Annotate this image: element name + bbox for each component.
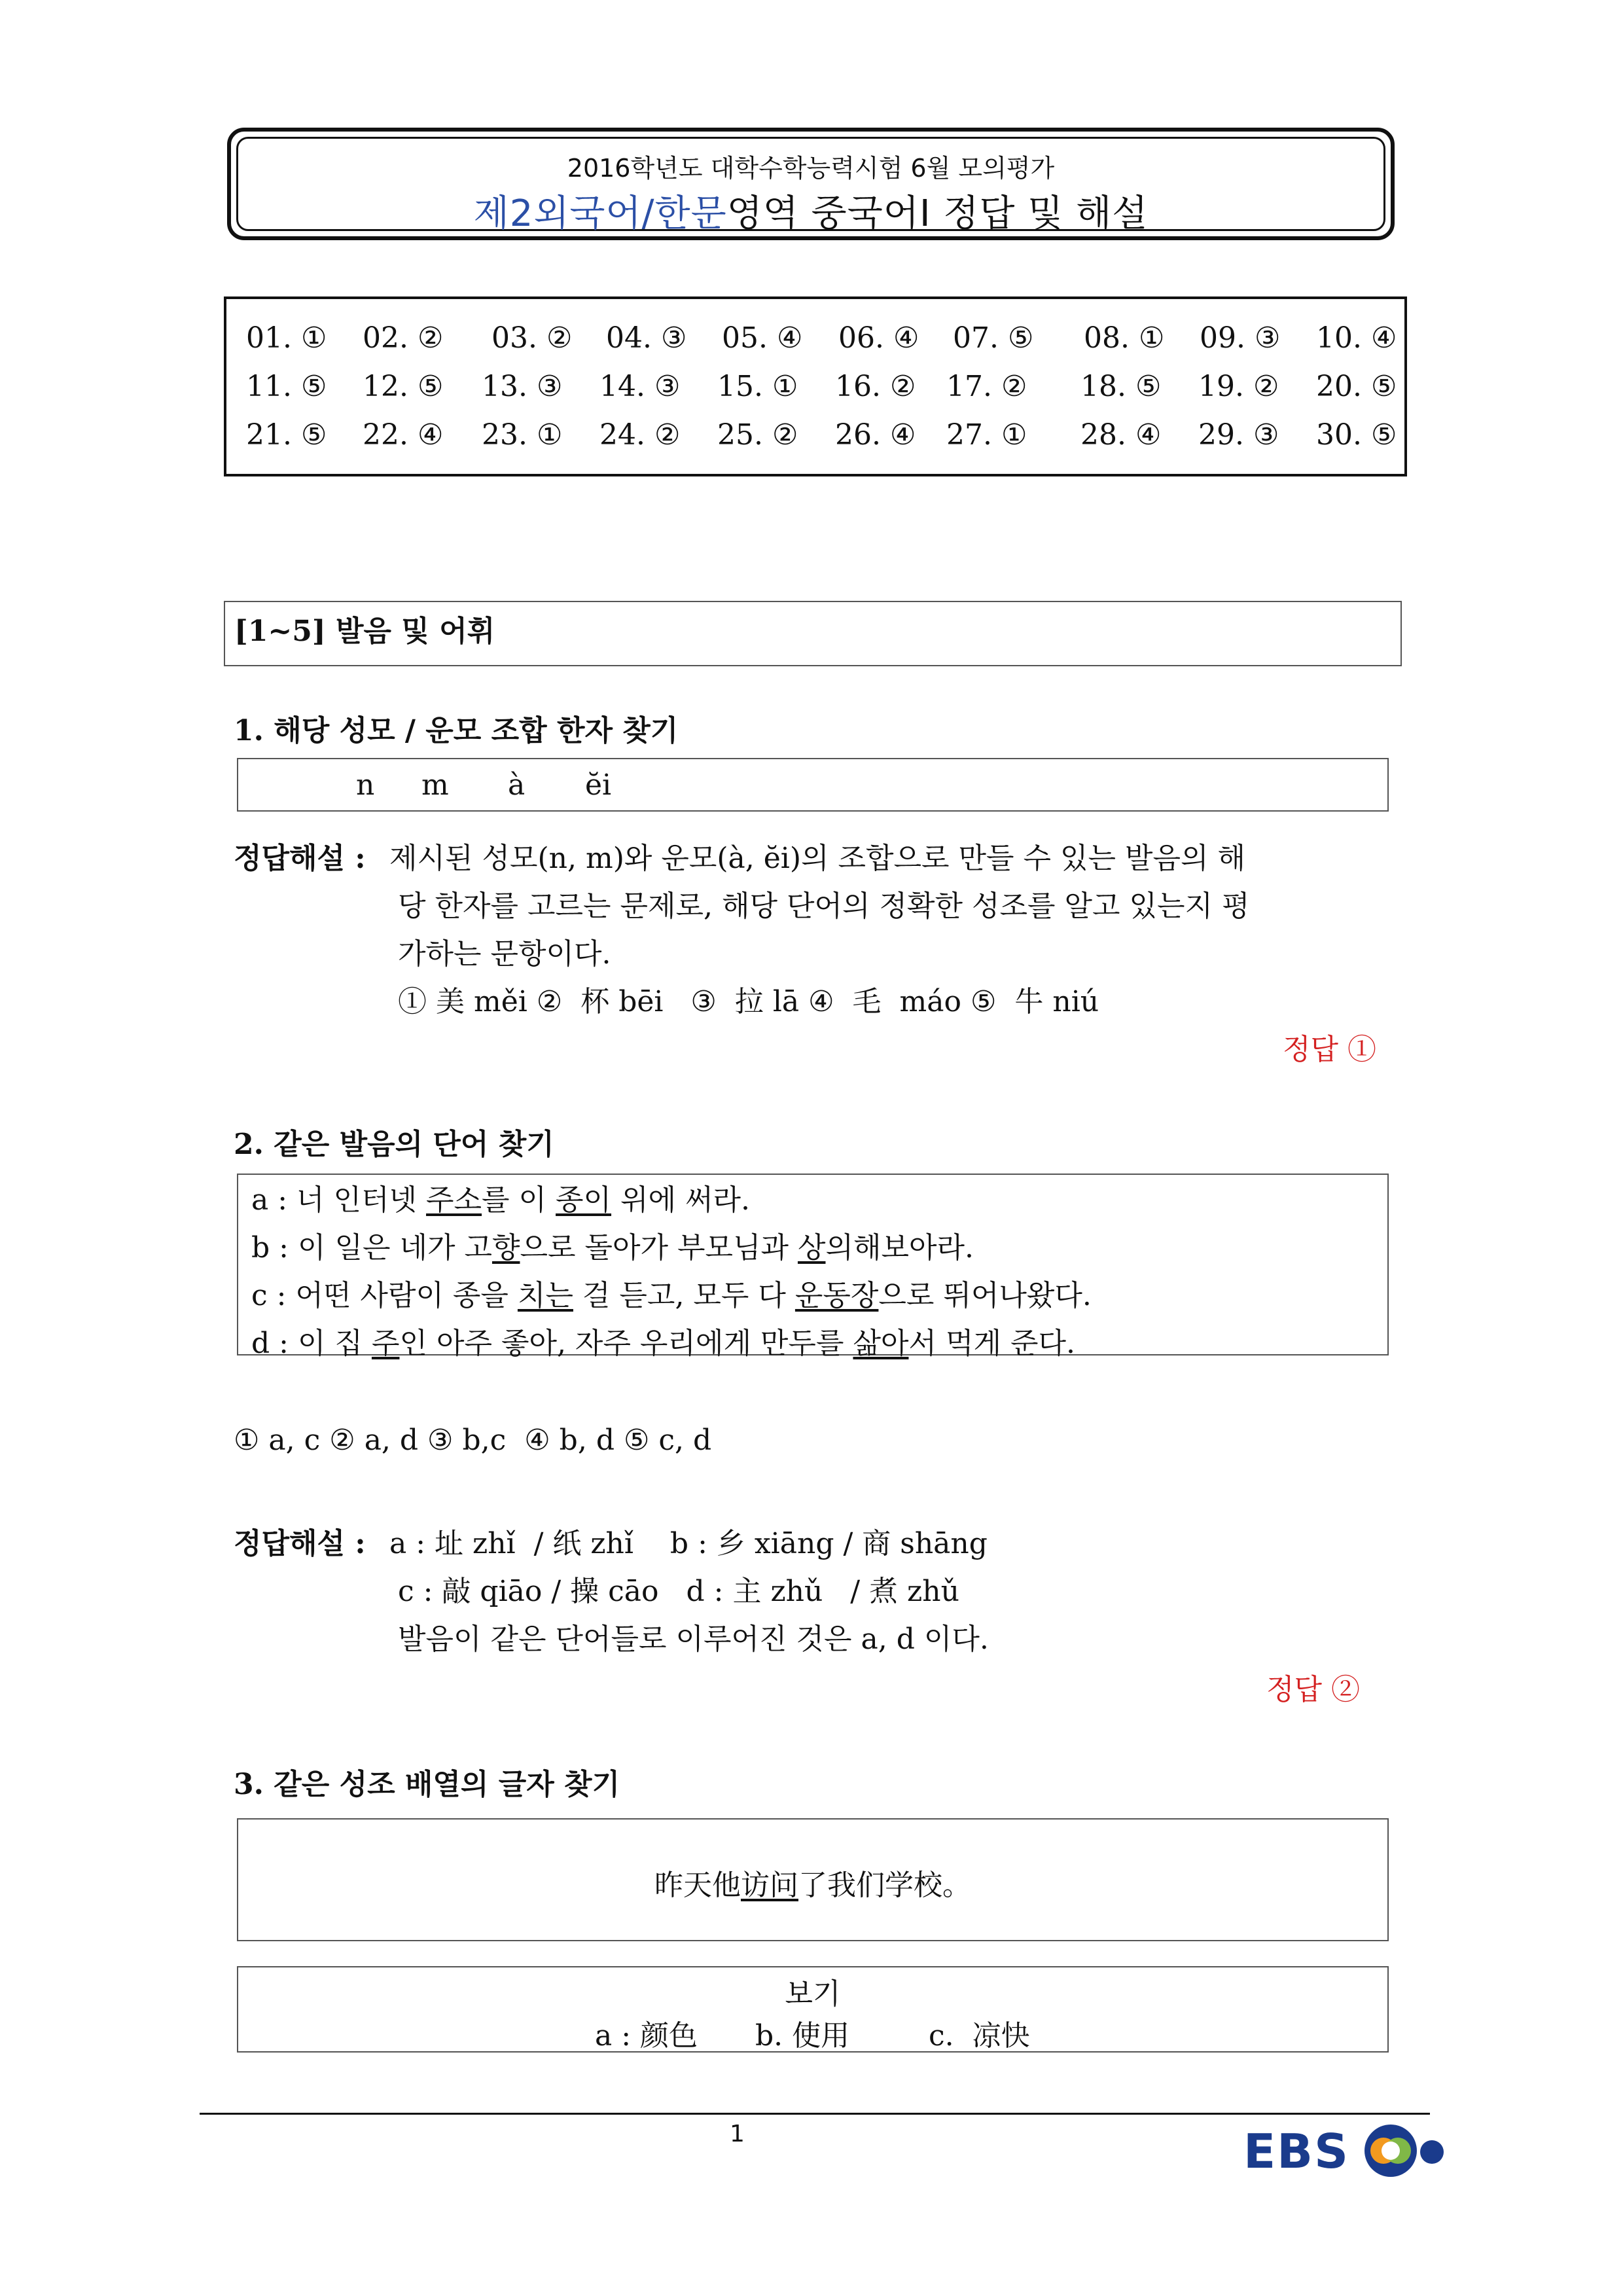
q2-sentence-c	[251, 1272, 1092, 1314]
q1-explain-label: 정답해설 :	[234, 842, 366, 875]
answer-row	[226, 370, 1404, 416]
answer-cell: 10. ④	[1316, 321, 1397, 355]
q2-explain-label: 정답해설 :	[234, 1527, 366, 1560]
underlined-word: 삶아	[853, 1327, 909, 1360]
bogi-item-a: a : 颜色	[595, 2019, 698, 2053]
answer-cell: 12. ⑤	[363, 370, 444, 403]
underlined-word: 访问	[741, 1869, 798, 1902]
answer-cell: 26. ④	[835, 418, 916, 452]
q1-initial-n: n	[356, 768, 375, 802]
q2-sentence-box	[237, 1174, 1389, 1360]
q1-final-ei: ĕi	[585, 768, 612, 802]
q1-explain-line: 제시된 성모(n, m)와 운모(à, ĕi)의 조합으로 만들 수 있는 발음의 해	[389, 842, 1245, 875]
bogi-item-b: b. 使用	[755, 2019, 850, 2053]
q2-sentence-d	[251, 1319, 1075, 1361]
sentence-text: 了我们学校。	[798, 1869, 971, 1902]
q1-heading: 1. 해당 성모 / 운모 조합 한자 찾기	[234, 714, 679, 747]
sentence-text: 인 아주 좋아, 자주 우리에게 만두를	[399, 1327, 853, 1360]
q1-initial-m: m	[421, 768, 449, 802]
page-title	[238, 185, 1383, 237]
answer-cell: 11. ⑤	[246, 370, 327, 403]
sentence-text: 서 먹게 준다.	[908, 1327, 1075, 1360]
q1-pinyin-box	[237, 758, 1389, 812]
answer-cell: 27. ①	[946, 418, 1027, 452]
q1-explain-line: 가하는 문항이다.	[398, 937, 611, 971]
q3-sentence	[238, 1861, 1387, 1903]
answer-cell: 14. ③	[599, 370, 681, 403]
q2-answer: 정답 ②	[1266, 1673, 1360, 1706]
underlined-word: 향	[491, 1231, 520, 1265]
sentence-text: c : 어떤 사람이 종을	[251, 1279, 518, 1312]
footer-divider	[200, 2113, 1430, 2115]
section-label: [1~5] 발음 및 어휘	[234, 615, 495, 648]
answer-cell: 03. ②	[491, 321, 573, 355]
answer-cell: 13. ③	[482, 370, 563, 403]
answer-cell: 30. ⑤	[1316, 418, 1397, 452]
answer-cell: 25. ②	[717, 418, 798, 452]
answer-cell: 05. ④	[722, 321, 803, 355]
sentence-text: 昨天他	[654, 1869, 741, 1902]
underlined-word: 종이	[556, 1183, 612, 1217]
sentence-text: d : 이 집	[251, 1327, 372, 1360]
q2-options: ① a, c ② a, d ③ b,c ④ b, d ⑤ c, d	[234, 1424, 712, 1457]
ebs-logo	[1243, 2124, 1349, 2179]
sentence-text: 걸 듣고, 모두 다	[573, 1279, 795, 1312]
q3-bogi-box	[237, 1966, 1389, 2053]
logo-dot	[1420, 2140, 1444, 2164]
answer-row	[226, 321, 1404, 367]
q3-sentence-box	[237, 1818, 1389, 1941]
q1-final-a: à	[508, 768, 526, 802]
answer-cell: 16. ②	[835, 370, 916, 403]
answer-cell: 28. ④	[1080, 418, 1162, 452]
answer-row	[226, 418, 1404, 464]
logo-circle	[1382, 2142, 1400, 2160]
answer-cell: 20. ⑤	[1316, 370, 1397, 403]
q2-sentence-b	[251, 1224, 974, 1266]
answer-cell: 29. ③	[1198, 418, 1279, 452]
answer-cell: 08. ①	[1084, 321, 1165, 355]
exam-subtitle: 2016학년도 대학수학능력시험 6월 모의평가	[567, 154, 1055, 183]
answer-cell: 18. ⑤	[1080, 370, 1162, 403]
sentence-text: 위에 써라.	[611, 1183, 751, 1217]
page-number: 1	[730, 2121, 745, 2147]
answer-cell: 23. ①	[482, 418, 563, 452]
ebs-logo-mark-icon	[1361, 2118, 1453, 2183]
underlined-word: 치는	[517, 1279, 573, 1312]
header-frame	[227, 128, 1395, 240]
q2-explain-line: c : 敲 qiāo / 操 cāo d : 主 zhǔ / 煮 zhǔ	[398, 1575, 959, 1608]
answer-cell: 07. ⑤	[953, 321, 1034, 355]
q1-explain-line: 당 한자를 고르는 문제로, 해당 단어의 정확한 성조를 알고 있는지 평	[398, 889, 1250, 923]
header-inner-frame	[236, 137, 1385, 235]
answer-cell: 04. ③	[606, 321, 687, 355]
title-subject-area: 제2외국어/한문	[473, 192, 727, 235]
answer-cell: 01. ①	[246, 321, 327, 355]
sentence-text: 으로 돌아가 부모님과	[520, 1231, 798, 1265]
sentence-text: 으로 뛰어나왔다.	[878, 1279, 1092, 1312]
answer-cell: 06. ④	[838, 321, 919, 355]
answer-cell: 21. ⑤	[246, 418, 327, 452]
underlined-word: 주	[371, 1327, 400, 1360]
bogi-title: 보기	[785, 1977, 841, 2011]
q2-heading: 2. 같은 발음의 단어 찾기	[234, 1128, 554, 1161]
q2-explain-line: a : 址 zhǐ / 纸 zhǐ b : 乡 xiāng / 商 shāng	[389, 1527, 988, 1560]
answer-cell: 22. ④	[363, 418, 444, 452]
ebs-logo-text: EBS	[1243, 2124, 1349, 2179]
answer-cell: 19. ②	[1198, 370, 1279, 403]
sentence-text: b : 이 일은 네가 고	[251, 1231, 492, 1265]
sentence-text: 의해보아라.	[825, 1231, 974, 1265]
answer-cell: 02. ②	[363, 321, 444, 355]
answer-cell: 09. ③	[1200, 321, 1281, 355]
q1-options: ① 美 měi ② 杯 bēi ③ 拉 lā ④ 毛 máo ⑤ 牛 niú	[398, 985, 1099, 1018]
underlined-word: 상	[797, 1231, 826, 1265]
q1-answer: 정답 ①	[1283, 1033, 1376, 1066]
answer-cell: 17. ②	[946, 370, 1027, 403]
underlined-word: 운동장	[794, 1279, 879, 1312]
answer-cell: 24. ②	[599, 418, 681, 452]
title-rest: 영역 중국어Ⅰ 정답 및 해설	[726, 192, 1149, 235]
q2-explain-line: 발음이 같은 단어들로 이루어진 것은 a, d 이다.	[398, 1623, 989, 1656]
q3-heading: 3. 같은 성조 배열의 글자 찾기	[234, 1768, 620, 1801]
sentence-text: a : 너 인터넷	[251, 1183, 427, 1217]
bogi-item-c: c. 凉快	[929, 2019, 1030, 2053]
answer-key-table	[224, 296, 1407, 476]
answer-cell: 15. ①	[717, 370, 798, 403]
sentence-text: 를 이	[482, 1183, 556, 1217]
underlined-word: 주소	[426, 1183, 482, 1217]
q2-sentence-a	[251, 1176, 750, 1218]
